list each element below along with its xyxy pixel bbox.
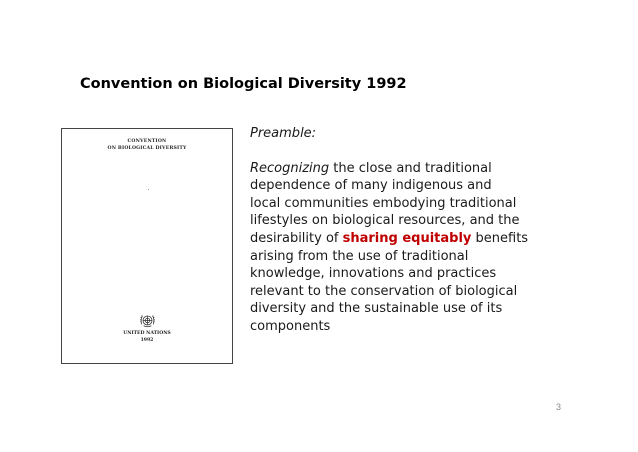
preamble-line-text: the close and traditional — [329, 160, 492, 176]
cover-title — [62, 139, 232, 152]
preamble-line: dependence of many indigenous and — [250, 178, 492, 194]
cover-publisher-name: UNITED NATIONS — [123, 331, 171, 336]
cover-publisher — [62, 331, 232, 344]
preamble-line — [250, 160, 565, 178]
preamble-line: knowledge, innovations and practices — [250, 266, 497, 282]
preamble-heading: Preamble: — [250, 126, 317, 141]
cover-year: 1992 — [140, 337, 154, 343]
preamble-line: local communities embodying traditional — [250, 195, 517, 211]
preamble-line: relevant to the conservation of biological — [250, 283, 518, 299]
preamble-line-text: benefits — [471, 230, 529, 246]
preamble-line — [250, 230, 565, 248]
page-number: 3 — [555, 402, 561, 412]
sharing-equitably-highlight: sharing equitably — [342, 230, 472, 246]
cover-title-line: CONVENTION — [127, 139, 167, 144]
preamble-line: arising from the use of traditional — [250, 248, 469, 264]
cover-title-line: ON BIOLOGICAL DIVERSITY — [107, 145, 187, 151]
recognizing-word: Recognizing — [250, 160, 330, 176]
preamble-text-block — [250, 125, 565, 336]
preamble-line-text: desirability of — [250, 230, 343, 246]
preamble-line: components — [250, 318, 331, 334]
cover-speck — [148, 189, 149, 190]
document-cover-image — [61, 128, 233, 364]
preamble-line: lifestyles on biological resources, and the — [250, 213, 520, 229]
un-emblem-icon — [139, 312, 156, 329]
slide-title: Convention on Biological Diversity 1992 — [80, 76, 407, 92]
preamble-line: diversity and the sustainable use of its — [250, 301, 503, 317]
preamble-body — [250, 160, 565, 336]
